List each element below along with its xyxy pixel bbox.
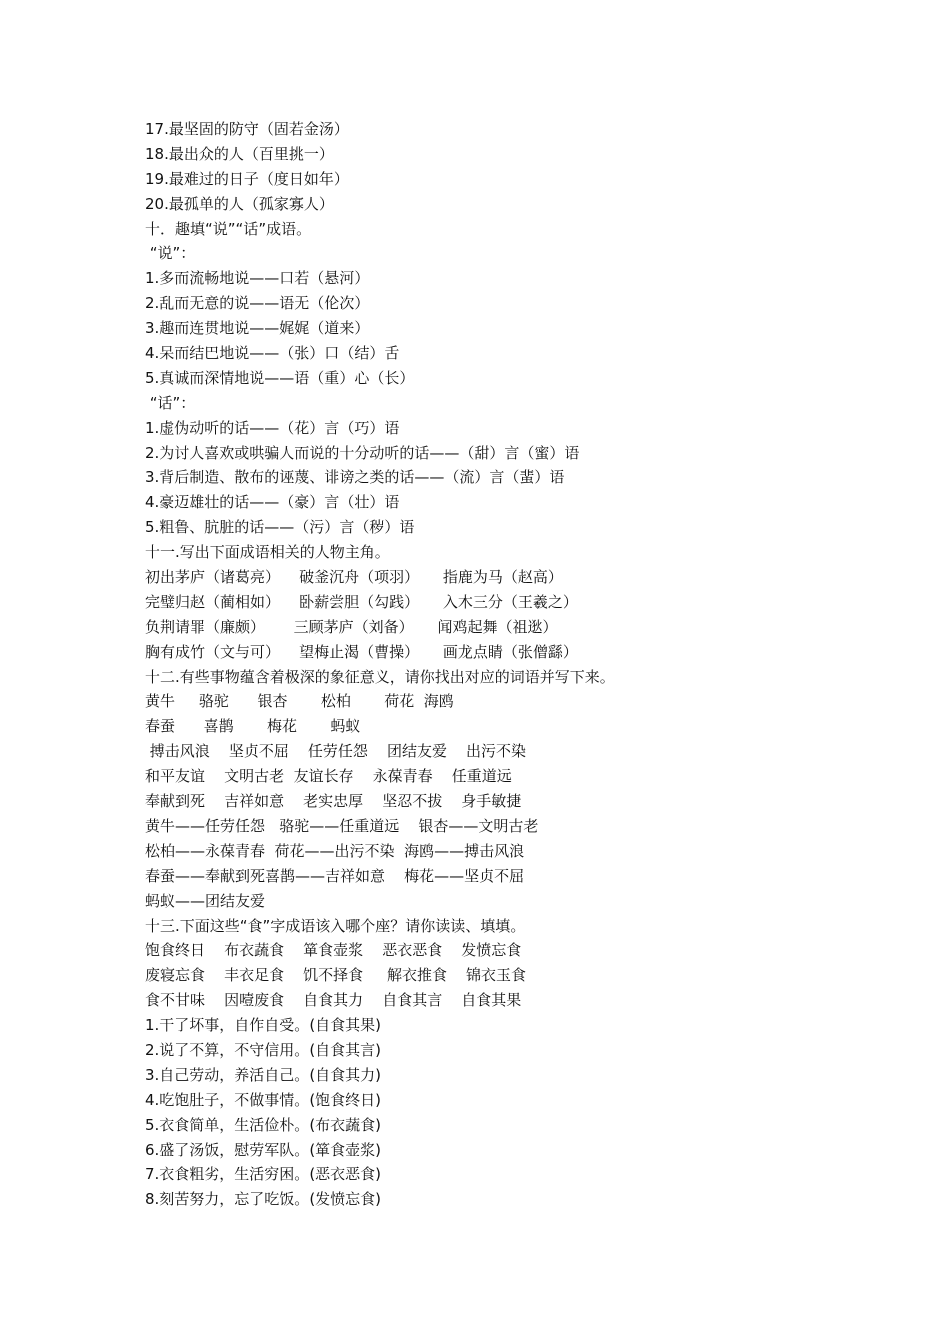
text-line: 食不甘味 因噎废食 自食其力 自食其言 自食其果 [145,991,522,1010]
text-line: 奉献到死 吉祥如意 老实忠厚 坚忍不拔 身手敏捷 [145,792,522,811]
text-line: 18.最出众的人（百里挑一） [145,144,334,163]
text-line: 春蚕——奉献到死喜鹊——吉祥如意 梅花——坚贞不屈 [145,866,525,885]
text-line: 初出茅庐（诸葛亮） 破釜沉舟（项羽） 指鹿为马（赵高） [145,568,563,587]
text-line: 3.背后制造、散布的诬蔑、诽谤之类的话——（流）言（蜚）语 [145,468,565,487]
text-line: 十三.下面这些“食”字成语该入哪个座？请你读读、填填。 [145,916,526,935]
text-line: 3.自己劳动，养活自己。(自食其力) [145,1065,382,1084]
text-line: 3.趣而连贯地说——娓娓（道来） [145,319,370,338]
text-line: 黄牛——任劳任怨 骆驼——任重道远 银杏——文明古老 [145,816,539,835]
text-line: 蚂蚁——团结友爱 [145,891,266,910]
text-line: 和平友谊 文明古老 友谊长存 永葆青春 任重道远 [145,767,512,786]
text-line: 1.干了坏事，自作自受。(自食其果) [145,1016,382,1035]
text-line: “说”： [145,244,196,263]
text-line: 松柏——永葆青春 荷花——出污不染 海鸥——搏击风浪 [145,841,525,860]
text-line: 搏击风浪 坚贞不屈 任劳任怨 团结友爱 出污不染 [145,742,527,761]
text-line: 4.呆而结巴地说——（张）口（结）舌 [145,344,400,363]
text-line: 2.说了不算，不守信用。(自食其言) [145,1040,382,1059]
text-line: 20.最孤单的人（孤家寡人） [145,194,334,213]
text-line: 2.乱而无意的说——语无（伦次） [145,294,370,313]
text-line: 胸有成竹（文与可） 望梅止渴（曹操） 画龙点睛（张僧繇） [145,642,578,661]
text-line: 十一.写出下面成语相关的人物主角。 [145,543,390,562]
text-line: 2.为讨人喜欢或哄骗人而说的十分动听的话——（甜）言（蜜）语 [145,443,580,462]
text-line: 19.最难过的日子（度日如年） [145,169,349,188]
text-line: 5.衣食简单，生活俭朴。(布衣蔬食) [145,1115,382,1134]
text-line: 十．趣填“说”“话”成语。 [145,219,312,238]
text-line: “话”： [145,393,196,412]
text-line: 完璧归赵（蔺相如） 卧薪尝胆（勾践） 入木三分（王羲之） [145,592,578,611]
text-line: 7.衣食粗劣，生活穷困。(恶衣恶食) [145,1165,382,1184]
text-line: 1.多而流畅地说——口若（悬河） [145,269,370,288]
text-line: 8.刻苦努力，忘了吃饭。(发愤忘食) [145,1190,382,1209]
text-line: 4.吃饱肚子，不做事情。(饱食终日) [145,1090,382,1109]
text-line: 黄牛 骆驼 银杏 松柏 荷花 海鸥 [145,692,454,711]
text-line: 1.虚伪动听的话——（花）言（巧）语 [145,418,400,437]
text-line: 废寝忘食 丰衣足食 饥不择食 解衣推食 锦衣玉食 [145,966,527,985]
text-line: 6.盛了汤饭，慰劳军队。(箪食壶浆) [145,1140,382,1159]
text-line: 负荆请罪（廉颇） 三顾茅庐（刘备） 闻鸡起舞（祖逖） [145,617,558,636]
text-line: 17.最坚固的防守（固若金汤） [145,120,349,138]
document-body [145,117,865,1212]
text-line: 春蚕 喜鹊 梅花 蚂蚁 [145,717,361,736]
text-line: 4.豪迈雄壮的话——（豪）言（壮）语 [145,493,400,512]
text-line: 5.真诚而深情地说——语（重）心（长） [145,368,415,387]
text-line: 5.粗鲁、肮脏的话——（污）言（秽）语 [145,518,415,537]
text-line: 十二.有些事物蕴含着极深的象征意义，请你找出对应的词语并写下来。 [145,667,615,686]
text-line: 饱食终日 布衣蔬食 箪食壶浆 恶衣恶食 发愤忘食 [145,941,522,960]
